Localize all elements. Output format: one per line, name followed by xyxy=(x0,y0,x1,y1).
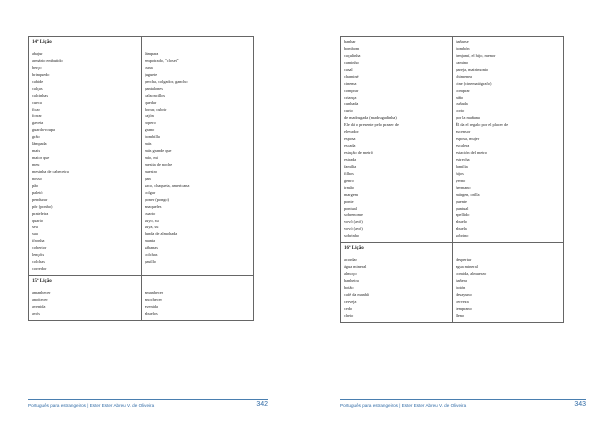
vocab-entry: sua xyxy=(32,231,38,237)
vocab-entry: maior que xyxy=(32,155,50,161)
footer-text: Português para estrangeiros | Ester Ester Abreu V. de Oliveira xyxy=(340,403,467,408)
section-heading: 16ª Lição xyxy=(344,246,364,252)
vocab-entry: de madrugada (madrugadinha) xyxy=(344,115,397,121)
vocab-entry: pendurar xyxy=(32,196,48,202)
vocab-entry: camino xyxy=(455,59,469,65)
vocab-entry: calças xyxy=(32,85,43,91)
vocab-entry: avós xyxy=(32,310,40,316)
vocab-entry: pantalones xyxy=(144,85,163,91)
vocab-entry: comida, almuerzo xyxy=(455,271,487,277)
vocab-entry: mesita de noche xyxy=(144,162,173,167)
vocab-entry: nuestro xyxy=(144,168,158,174)
vocab-entry: meu xyxy=(32,162,40,167)
vocab-table-left xyxy=(28,36,254,321)
page-footer xyxy=(28,399,268,410)
vocab-entry: mais xyxy=(32,148,41,154)
continued-spanish-column xyxy=(452,37,564,243)
vocab-entry: estrecha xyxy=(455,156,470,162)
vocab-entry: estrada xyxy=(344,156,357,162)
vocab-entry: Ele dá o presente pelo prazer de xyxy=(344,122,399,128)
vocab-entry: banheira xyxy=(344,278,359,283)
vocab-entry: ifronha xyxy=(32,238,45,244)
vocab-entry: estação de metrô xyxy=(344,150,373,155)
vocab-entry: cerveja xyxy=(344,298,357,304)
vocab-entry: ficar xyxy=(32,106,40,112)
vocab-entry: calcinhas xyxy=(32,92,48,98)
vocab-entry: cine (cinematógrafo) xyxy=(455,80,492,86)
vocab-entry: amanhecer xyxy=(32,290,51,295)
vocab-entry: elevador xyxy=(344,129,359,135)
vocab-entry: cobertor xyxy=(32,245,47,251)
vocab-entry: ponte xyxy=(344,198,354,204)
vocab-entry: estación del metro xyxy=(455,150,487,155)
vocab-entry: familia xyxy=(455,163,468,169)
vocab-entry: temprano xyxy=(455,305,472,311)
vocab-entry: sábanas xyxy=(144,245,158,251)
vocab-entry: hijos xyxy=(455,170,464,176)
vocab-entry: poner (pongo) xyxy=(144,196,169,202)
section-15-continued-row xyxy=(341,37,564,243)
vocab-entry: cuñada xyxy=(455,101,468,107)
vocab-entry: anochecer xyxy=(144,296,162,302)
vocab-entry: saco, chaqueta, americana xyxy=(144,182,190,188)
vocab-entry: seu xyxy=(32,224,38,230)
vocab-entry: família xyxy=(344,163,357,169)
vocab-entry: percha, colgador, gancho xyxy=(144,78,188,84)
vocab-entry: apellido xyxy=(455,212,470,218)
section-15-spanish-column xyxy=(141,276,254,321)
vocab-entry: más grande que xyxy=(144,148,172,154)
page-number: 342 xyxy=(256,401,268,408)
vocab-entry: grão xyxy=(32,134,40,140)
vocab-entry: colchas xyxy=(32,259,45,265)
section-14-portuguese-column xyxy=(29,37,142,276)
vocab-entry: juguete xyxy=(144,71,158,77)
vocab-entry: margem xyxy=(344,191,359,197)
vocab-entry: vovô (avô) xyxy=(344,219,363,225)
vocab-entry: bombilla xyxy=(144,134,160,140)
vocab-entry: niño xyxy=(455,94,464,100)
vocab-entry: sobrino xyxy=(455,233,469,239)
vocab-entry: despertar xyxy=(455,257,472,263)
page-footer xyxy=(340,399,586,410)
vocab-entry: cabide xyxy=(32,78,44,84)
vocab-entry: comprar xyxy=(455,87,470,93)
vocab-entry: calzoncillos xyxy=(144,92,166,98)
vocab-entry: chimenea xyxy=(455,73,472,79)
vocab-entry: pareja, matrimonio xyxy=(455,66,489,72)
vocab-entry: abuelo xyxy=(455,219,467,225)
vocab-entry: Él da el regalo por el placer de xyxy=(455,122,509,128)
vocab-entry: ropero xyxy=(144,120,156,126)
vocab-entry: prateleira xyxy=(32,210,49,216)
vocab-entry: pão xyxy=(32,182,39,188)
vocab-entry: cuna xyxy=(144,64,153,70)
vocab-entry: caminho xyxy=(344,59,359,65)
vocab-entry: irmão xyxy=(344,184,355,190)
vocab-entry: avenida xyxy=(32,303,46,309)
section-16-spanish-column xyxy=(452,243,564,322)
vocab-entry: anoitecer xyxy=(32,296,48,302)
vocab-entry: criança xyxy=(344,94,357,100)
vocab-entry: esposa, mujer xyxy=(455,136,480,142)
vocab-entry: puntual xyxy=(455,205,469,211)
vocab-entry: cerveza xyxy=(455,298,469,304)
vocab-entry: yerno xyxy=(455,177,466,183)
vocab-entry: guarda-roupa xyxy=(32,127,55,133)
section-15-row xyxy=(29,276,254,321)
vocab-entry: pôr (ponho) xyxy=(32,203,53,209)
vocab-entry: lençóis xyxy=(32,252,45,258)
vocab-entry: filhos xyxy=(344,170,354,176)
vocab-entry: abuela xyxy=(455,226,467,232)
vocab-entry: sobrinho xyxy=(344,233,360,239)
vocab-entry: cueca xyxy=(32,99,42,105)
continued-portuguese-column xyxy=(341,37,453,243)
vocab-entry: mío, mi xyxy=(144,155,158,161)
vocab-entry: forrar, cubrir xyxy=(144,106,167,112)
vocab-entry: anaqueles xyxy=(144,203,162,209)
vocab-entry: por la mañana xyxy=(455,115,480,121)
vocab-entry: funda de almohada xyxy=(144,231,178,237)
vocab-entry: almoço xyxy=(344,271,357,277)
vocab-entry: paletó xyxy=(32,189,43,195)
vocab-entry: brinquedo xyxy=(32,71,50,77)
vocab-entry: lámpara xyxy=(144,51,159,56)
vocab-entry: amanhecer xyxy=(144,290,164,295)
section-14-row xyxy=(29,37,254,276)
vocab-entry: bombón xyxy=(455,45,470,51)
right-page xyxy=(300,0,600,424)
vocab-entry: lleno xyxy=(455,312,465,318)
vocab-entry: curto xyxy=(344,108,353,114)
section-15-portuguese-column xyxy=(29,276,142,321)
vocab-entry: água mineral xyxy=(344,264,367,270)
vocab-entry: lâmpada xyxy=(32,141,47,147)
vocab-entry: hermano xyxy=(455,184,471,190)
vocab-entry: escada xyxy=(344,143,356,149)
vocab-entry: botão xyxy=(344,284,354,290)
vocab-entry: escalera xyxy=(455,143,470,149)
vocab-entry: más xyxy=(144,141,152,147)
page-number: 343 xyxy=(574,401,586,408)
vocab-entry: cinema xyxy=(344,80,357,86)
vocab-entry: suyo, su xyxy=(144,217,159,223)
vocab-entry: benjamí, el hijo, menor xyxy=(455,52,496,58)
vocab-entry: botón xyxy=(455,284,466,290)
vocab-entry: abajur xyxy=(32,51,43,56)
vocab-entry: bombom xyxy=(344,45,360,51)
vocab-entry: colchas xyxy=(144,252,158,258)
vocab-entry: sobrenome xyxy=(344,212,363,218)
vocab-entry: armário embutido xyxy=(32,57,63,63)
vocab-table-right xyxy=(340,36,564,323)
vocab-entry: cedo xyxy=(344,305,353,311)
vocab-entry: manta xyxy=(144,238,155,244)
vocab-entry: banhar xyxy=(344,39,356,44)
vocab-entry: nosso xyxy=(32,175,42,181)
section-14-spanish-column xyxy=(141,37,254,276)
vocab-entry: abuelos xyxy=(144,310,158,316)
vocab-entry: bañera xyxy=(455,278,467,283)
vocab-entry: cunhada xyxy=(344,101,359,107)
vocab-entry: pan xyxy=(144,175,151,181)
vocab-entry: corredor xyxy=(32,266,47,272)
vocab-entry: agua mineral xyxy=(455,264,478,270)
vocab-entry: mesinha de cabeceira xyxy=(32,168,69,174)
vocab-entry: quedar xyxy=(144,99,157,105)
vocab-entry: acordar xyxy=(344,257,357,263)
footer-text: Português para estrangeiros | Ester Ester Abreu V. de Oliveira xyxy=(28,403,155,408)
vocab-entry: forrar xyxy=(32,113,42,119)
vocab-entry: esposa xyxy=(344,136,356,142)
vocab-entry: grano xyxy=(144,127,155,133)
vocab-entry: puente xyxy=(455,198,467,204)
vocab-entry: cheio xyxy=(344,312,354,318)
vocab-entry: gaveta xyxy=(32,120,44,126)
vocab-entry: comprar xyxy=(344,87,359,93)
vocab-entry: berço xyxy=(32,64,42,70)
vocab-entry: cuarto xyxy=(144,210,156,216)
vocab-entry: pasillo xyxy=(144,259,156,265)
vocab-entry: caçulinha xyxy=(344,52,361,58)
vocab-entry: chaminé xyxy=(344,73,359,79)
section-heading: 14ª Lição xyxy=(32,40,52,45)
vocab-entry: avenida xyxy=(144,303,158,309)
vocab-entry: pontual xyxy=(344,205,357,211)
vocab-entry: casal xyxy=(344,66,353,72)
vocab-entry: colgar xyxy=(144,189,156,195)
vocab-entry: márgen, orilla xyxy=(455,191,480,197)
section-heading: 15ª Lição xyxy=(32,279,52,284)
vocab-entry: bañarse xyxy=(455,39,469,44)
vocab-entry: suya, su xyxy=(144,224,159,230)
vocab-entry: café da manhã xyxy=(344,291,369,297)
vocab-entry: vovó (avó) xyxy=(344,226,363,232)
section-16-row xyxy=(341,243,564,322)
vocab-entry: desayuno xyxy=(455,291,472,297)
vocab-entry: corto xyxy=(455,108,465,114)
vocab-entry: ascensor xyxy=(455,129,471,135)
section-16-portuguese-column xyxy=(341,243,453,322)
vocab-entry: quarto xyxy=(32,217,43,223)
vocab-entry: genro xyxy=(344,177,354,183)
vocab-entry: cajón xyxy=(144,113,154,119)
vocab-entry: empotrado, "closet" xyxy=(144,57,179,63)
